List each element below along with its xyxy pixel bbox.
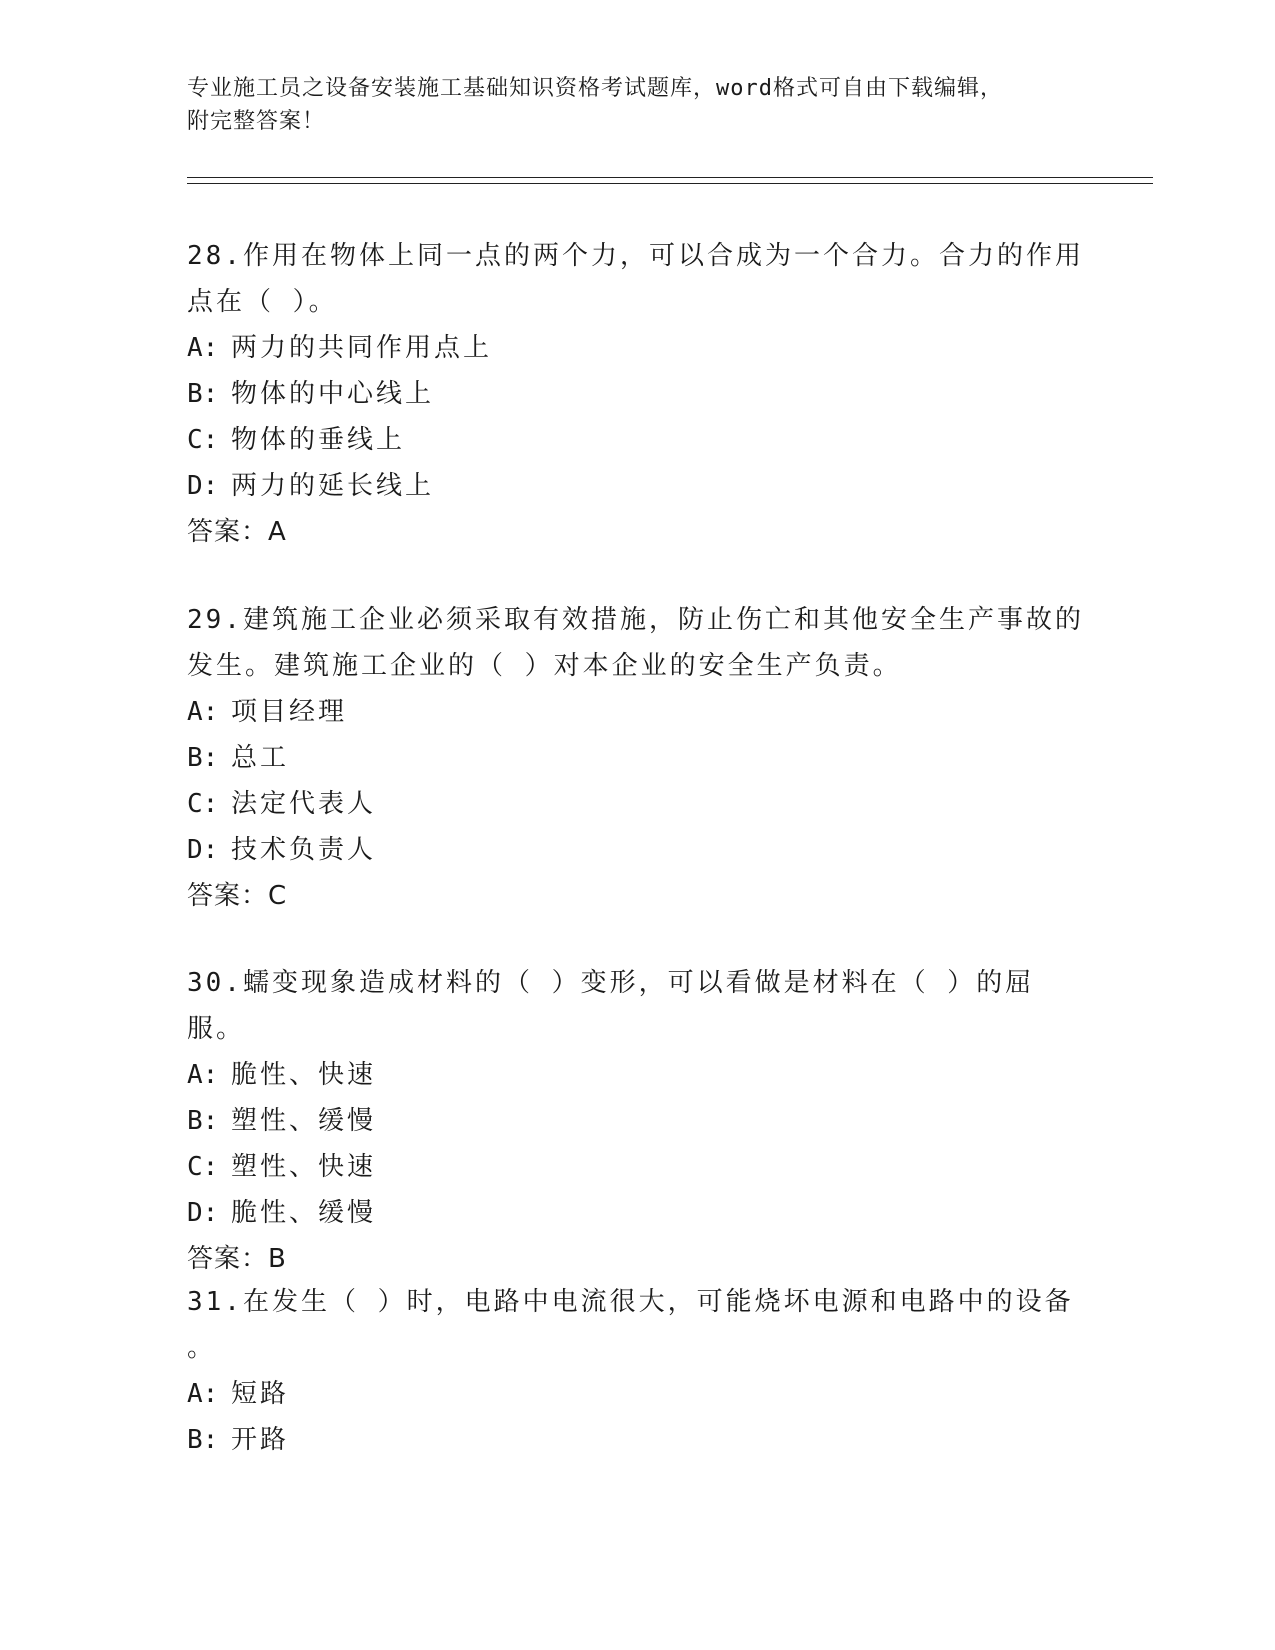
question-stem-line: 发生。建筑施工企业的（ ）对本企业的安全生产负责。 xyxy=(187,651,902,681)
option-text: 项目经理 xyxy=(231,697,348,727)
option-text: 开路 xyxy=(231,1425,290,1455)
option-letter: A: xyxy=(187,333,219,363)
option-b xyxy=(187,371,1087,417)
option-text: 塑性、缓慢 xyxy=(231,1106,377,1136)
option-letter: D: xyxy=(187,835,219,865)
option-letter: B: xyxy=(187,743,219,773)
option-d xyxy=(187,463,1087,509)
question-stem-line: 30.蠕变现象造成材料的（ ）变形，可以看做是材料在（ ）的屈服。 xyxy=(187,968,1035,1044)
option-letter: C: xyxy=(187,425,219,455)
question-stem-line: 。 xyxy=(187,1333,217,1363)
document-header xyxy=(187,72,1067,138)
option-letter: D: xyxy=(187,471,219,501)
option-letter: B: xyxy=(187,1425,219,1455)
option-letter: A: xyxy=(187,1379,219,1409)
option-a xyxy=(187,1371,1087,1417)
question-stem-line: 29.建筑施工企业必须采取有效措施，防止伤亡和其他安全生产事故的 xyxy=(187,605,1084,635)
option-letter: C: xyxy=(187,1152,219,1182)
option-text: 脆性、快速 xyxy=(231,1060,377,1090)
question-stem-line: 31.在发生（ ）时，电路中电流很大，可能烧坏电源和电路中的设备 xyxy=(187,1287,1074,1317)
option-a xyxy=(187,689,1087,735)
option-letter: C: xyxy=(187,789,219,819)
option-c xyxy=(187,417,1087,463)
option-d xyxy=(187,827,1087,873)
option-b xyxy=(187,735,1087,781)
option-c xyxy=(187,1144,1087,1190)
option-text: 两力的共同作用点上 xyxy=(231,333,493,363)
question-28 xyxy=(187,233,1087,555)
option-b xyxy=(187,1098,1087,1144)
question-29 xyxy=(187,597,1087,919)
option-letter: A: xyxy=(187,697,219,727)
header-line-1: 专业施工员之设备安装施工基础知识资格考试题库，word格式可自由下载编辑， xyxy=(187,76,1003,101)
option-text: 塑性、快速 xyxy=(231,1152,377,1182)
question-stem-line: 28.作用在物体上同一点的两个力，可以合成为一个合力。合力的作用 xyxy=(187,241,1084,271)
option-letter: B: xyxy=(187,379,219,409)
answer-line: 答案：B xyxy=(187,1244,287,1274)
option-a xyxy=(187,325,1087,371)
option-text: 短路 xyxy=(231,1379,290,1409)
option-letter: B: xyxy=(187,1106,219,1136)
header-divider-bottom xyxy=(187,183,1153,184)
question-stem-line: 点在（ ）。 xyxy=(187,287,338,317)
question-31 xyxy=(187,1279,1087,1463)
header-divider-top xyxy=(187,177,1153,178)
option-d xyxy=(187,1190,1087,1236)
option-letter: D: xyxy=(187,1198,219,1228)
option-text: 技术负责人 xyxy=(231,835,377,865)
question-30 xyxy=(187,960,1087,1282)
option-text: 法定代表人 xyxy=(231,789,377,819)
option-text: 脆性、缓慢 xyxy=(231,1198,377,1228)
answer-line: 答案：C xyxy=(187,881,288,911)
answer-line: 答案：A xyxy=(187,517,287,547)
option-text: 物体的中心线上 xyxy=(231,379,435,409)
option-text: 物体的垂线上 xyxy=(231,425,406,455)
option-text: 两力的延长线上 xyxy=(231,471,435,501)
option-b xyxy=(187,1417,1087,1463)
option-a xyxy=(187,1052,1087,1098)
header-line-2: 附完整答案！ xyxy=(187,109,326,134)
option-text: 总工 xyxy=(231,743,290,773)
option-c xyxy=(187,781,1087,827)
option-letter: A: xyxy=(187,1060,219,1090)
